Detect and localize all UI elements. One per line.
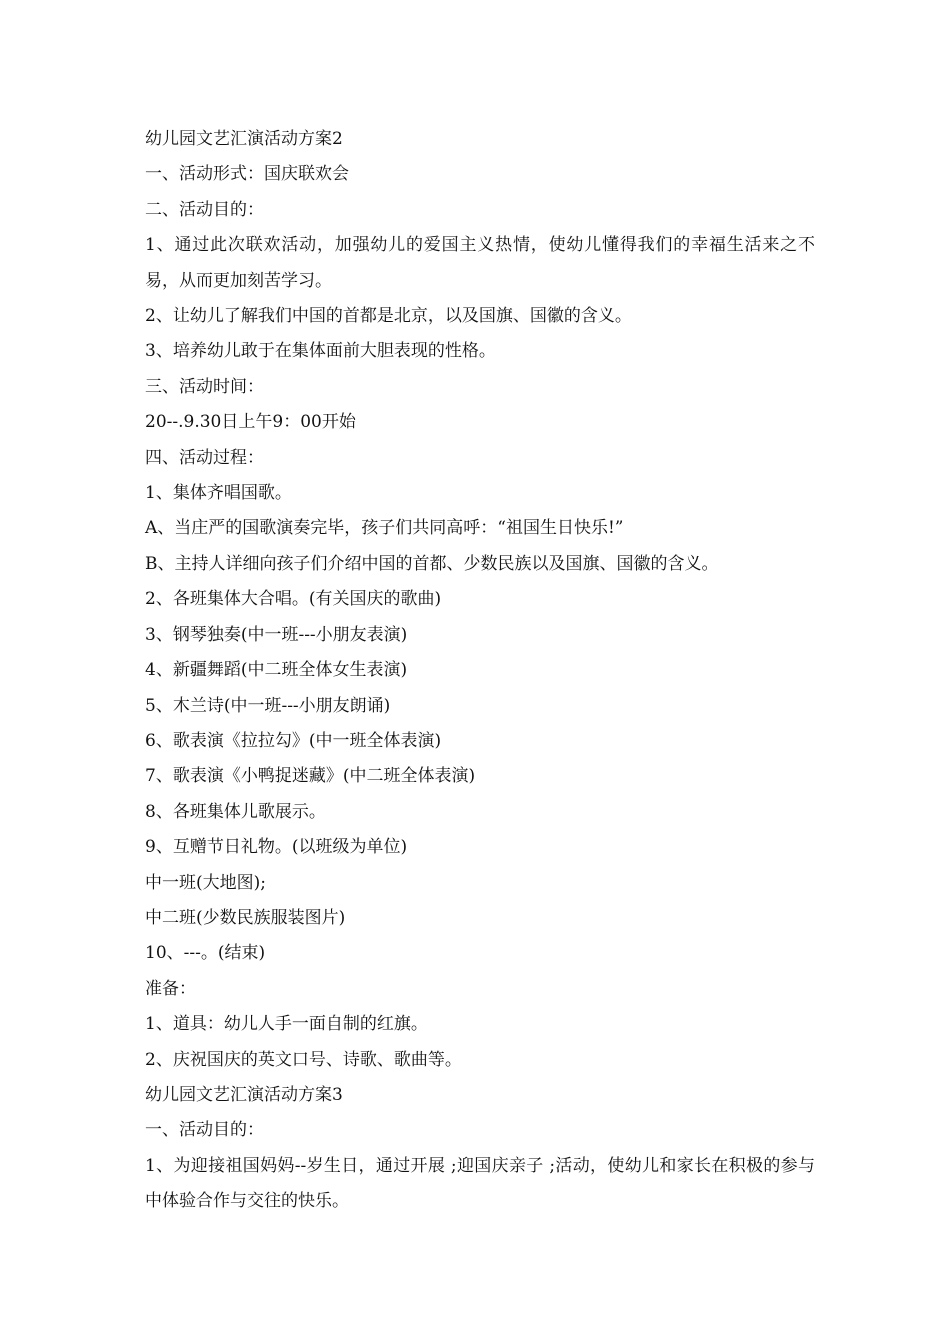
gift-class-1: 中一班(大地图);	[145, 872, 266, 893]
plan-3-purpose-item-1: 1、为迎接祖国妈妈--岁生日，通过开展 ;迎国庆亲子 ;活动，使幼儿和家长在积极的参与中体验合作与交往的快乐。	[145, 1155, 815, 1212]
process-item-4: 4、新疆舞蹈(中二班全体女生表演)	[145, 660, 408, 681]
gift-class-2: 中二班(少数民族服装图片)	[145, 907, 346, 928]
process-item-a: A、当庄严的国歌演奏完毕，孩子们共同高呼：“祖国生日快乐!”	[145, 518, 624, 539]
section-activity-form: 一、活动形式：国庆联欢会	[145, 164, 349, 185]
section-activity-purpose: 二、活动目的：	[145, 199, 264, 220]
preparation-item-1: 1、道具：幼儿人手一面自制的红旗。	[145, 1014, 428, 1035]
plan-2-title: 幼儿园文艺汇演活动方案2	[145, 129, 343, 149]
purpose-item-2: 2、让幼儿了解我们中国的首都是北京，以及国旗、国徽的含义。	[145, 306, 632, 327]
section-activity-process: 四、活动过程：	[145, 447, 264, 468]
activity-time-value: 20--.9.30日上午9：00开始	[145, 412, 356, 433]
preparation-item-2: 2、庆祝国庆的英文口号、诗歌、歌曲等。	[145, 1049, 462, 1070]
process-item-2: 2、各班集体大合唱。(有关国庆的歌曲)	[145, 589, 442, 610]
process-item-7: 7、歌表演《小鸭捉迷藏》(中二班全体表演)	[145, 766, 476, 787]
process-item-6: 6、歌表演《拉拉勾》(中一班全体表演)	[145, 730, 442, 751]
process-item-10: 10、---。(结束)	[145, 943, 266, 964]
document-body	[145, 122, 815, 1220]
process-item-3: 3、钢琴独奏(中一班---小朋友表演)	[145, 624, 408, 645]
purpose-item-3: 3、培养幼儿敢于在集体面前大胆表现的性格。	[145, 341, 496, 362]
section-preparation: 准备：	[145, 978, 196, 999]
process-item-1: 1、集体齐唱国歌。	[145, 483, 292, 504]
process-item-8: 8、各班集体儿歌展示。	[145, 801, 326, 822]
section-activity-time: 三、活动时间：	[145, 376, 264, 397]
plan-3-section-purpose: 一、活动目的：	[145, 1120, 264, 1141]
process-item-9: 9、互赠节日礼物。(以班级为单位)	[145, 837, 408, 858]
process-item-5: 5、木兰诗(中一班---小朋友朗诵)	[145, 695, 391, 716]
plan-3-title: 幼儿园文艺汇演活动方案3	[145, 1084, 343, 1105]
purpose-item-1: 1、通过此次联欢活动，加强幼儿的爱国主义热情，使幼儿懂得我们的幸福生活来之不易，从而更加刻苦学习。	[145, 235, 815, 291]
process-item-b: B、主持人详细向孩子们介绍中国的首都、少数民族以及国旗、国徽的含义。	[145, 553, 719, 574]
